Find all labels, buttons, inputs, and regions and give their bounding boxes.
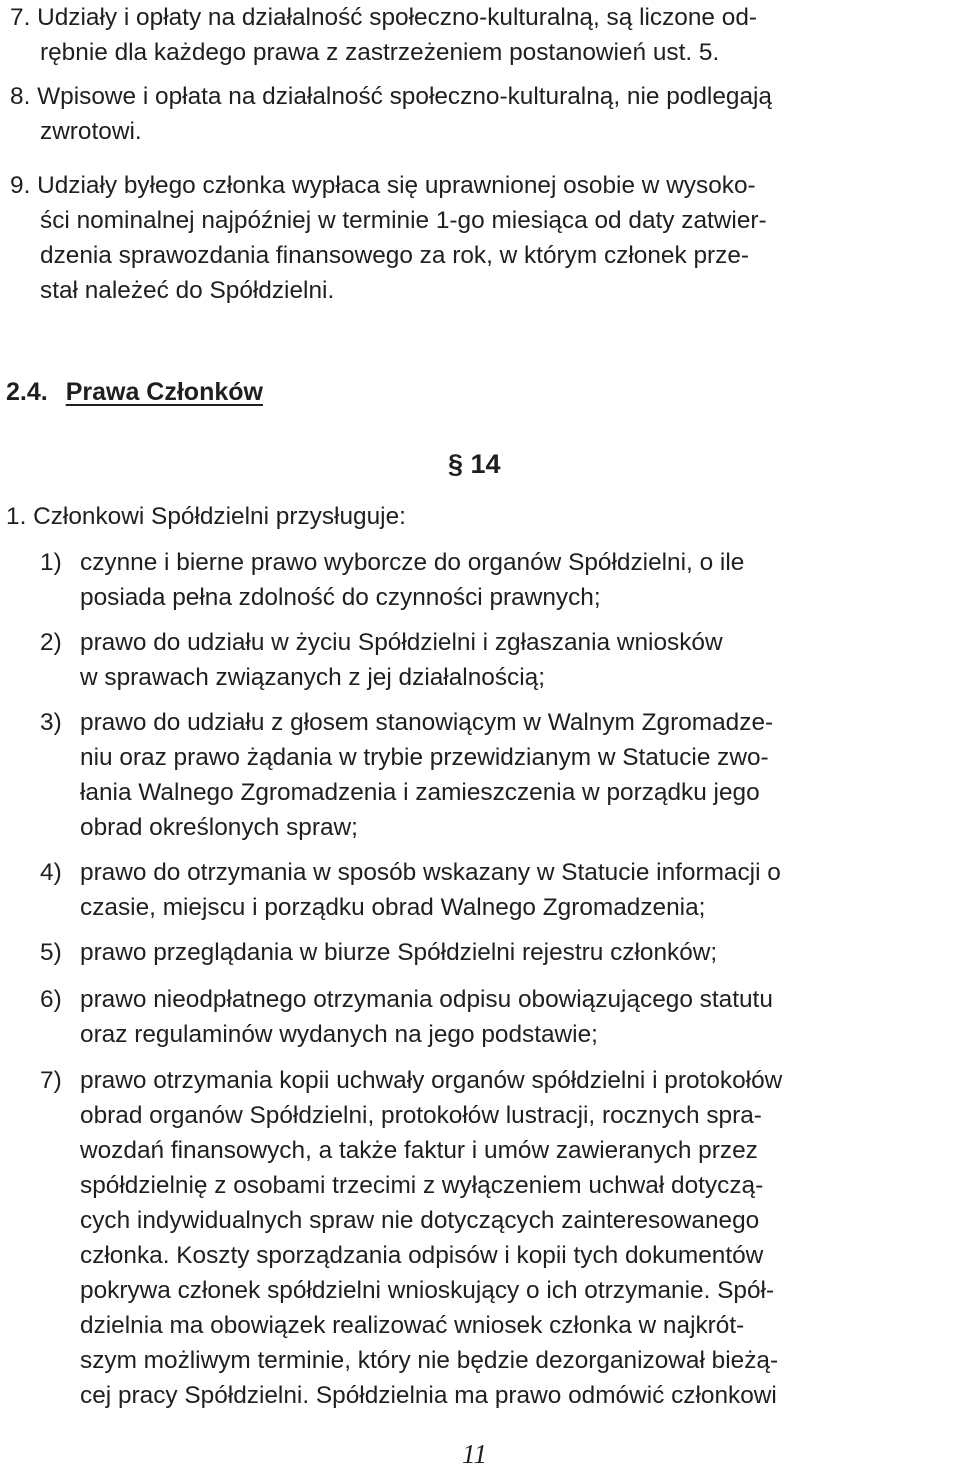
item7-line8: dzielnia ma obowiązek realizować wniosek członka w najkrót- bbox=[80, 1312, 745, 1339]
item6-line1: prawo nieodpłatnego otrzymania odpisu obowiązującego statutu bbox=[80, 986, 773, 1013]
item9-line4: stał należeć do Spółdzielni. bbox=[40, 277, 335, 304]
item3-line1: prawo do udziału z głosem stanowiącym w Walnym Zgromadze- bbox=[80, 709, 774, 736]
item1-label: 1) bbox=[40, 549, 62, 576]
item9-line3: dzenia sprawozdania finansowego za rok, w którym członek prze- bbox=[40, 242, 750, 269]
item2-line2: w sprawach związanych z jej działalnością; bbox=[80, 664, 545, 691]
item3-line4: obrad określonych spraw; bbox=[80, 814, 358, 841]
item3-line3: łania Walnego Zgromadzenia i zamieszczenia w porządku jego bbox=[80, 779, 760, 806]
item7-line1: 7. Udziały i opłaty na działalność społeczno-kulturalną, są liczone od- bbox=[10, 4, 758, 31]
item5-label: 5) bbox=[40, 939, 62, 966]
item9-line1: 9. Udziały byłego członka wypłaca się uprawnionej osobie w wysoko- bbox=[10, 172, 756, 199]
item7-line4: spółdzielnię z osobami trzecimi z wyłączeniem uchwał dotyczą- bbox=[80, 1172, 764, 1199]
item2-label: 2) bbox=[40, 629, 62, 656]
item7-line2: rębnie dla każdego prawa z zastrzeżeniem postanowień ust. 5. bbox=[40, 39, 720, 66]
item7-line5: cych indywidualnych spraw nie dotyczących zainteresowanego bbox=[80, 1207, 760, 1234]
item5-line1: prawo przeglądania w biurze Spółdzielni rejestru członków; bbox=[80, 939, 718, 966]
item7-line9: szym możliwym terminie, który nie będzie dezorganizował bieżą- bbox=[80, 1347, 779, 1374]
item6-label: 6) bbox=[40, 986, 62, 1013]
item7-line2: obrad organów Spółdzielni, protokołów lustracji, rocznych spra- bbox=[80, 1102, 762, 1129]
item8-line1: 8. Wpisowe i opłata na działalność społeczno-kulturalną, nie podlegają bbox=[10, 83, 772, 110]
item6-line2: oraz regulaminów wydanych na jego podstawie; bbox=[80, 1021, 598, 1048]
item1-line1: czynne i bierne prawo wyborcze do organów Spółdzielni, o ile bbox=[80, 549, 745, 576]
item7-line10: cej pracy Spółdzielni. Spółdzielnia ma prawo odmówić członkowi bbox=[80, 1382, 777, 1409]
section-number: 2.4. bbox=[6, 378, 48, 406]
page-number: 11 bbox=[462, 1439, 487, 1469]
item7-line7: pokrywa członek spółdzielni wnioskujący o ich otrzymanie. Spół- bbox=[80, 1277, 775, 1304]
item7-label: 7) bbox=[40, 1067, 62, 1094]
item3-line2: niu oraz prawo żądania w trybie przewidzianym w Statucie zwo- bbox=[80, 744, 769, 771]
item7-line3: wozdań finansowych, a także faktur i umów zawieranych przez bbox=[80, 1137, 758, 1164]
item8-line2: zwrotowi. bbox=[40, 118, 142, 145]
item2-line1: prawo do udziału w życiu Spółdzielni i zgłaszania wniosków bbox=[80, 629, 723, 656]
intro-text: 1. Członkowi Spółdzielni przysługuje: bbox=[6, 503, 406, 530]
item4-line2: czasie, miejscu i porządku obrad Walnego Zgromadzenia; bbox=[80, 894, 706, 921]
item4-line1: prawo do otrzymania w sposób wskazany w Statucie informacji o bbox=[80, 859, 781, 886]
item7-line1: prawo otrzymania kopii uchwały organów spółdzielni i protokołów bbox=[80, 1067, 783, 1094]
item1-line2: posiada pełna zdolność do czynności prawnych; bbox=[80, 584, 601, 611]
item9-line2: ści nominalnej najpóźniej w terminie 1-go miesiąca od daty zatwier- bbox=[40, 207, 767, 234]
item3-label: 3) bbox=[40, 709, 62, 736]
section-heading bbox=[6, 374, 263, 410]
item7-line6: członka. Koszty sporządzania odpisów i kopii tych dokumentów bbox=[80, 1242, 764, 1269]
section-title: Prawa Członków bbox=[65, 378, 263, 406]
paragraph-mark: § 14 bbox=[448, 449, 501, 479]
item4-label: 4) bbox=[40, 859, 62, 886]
